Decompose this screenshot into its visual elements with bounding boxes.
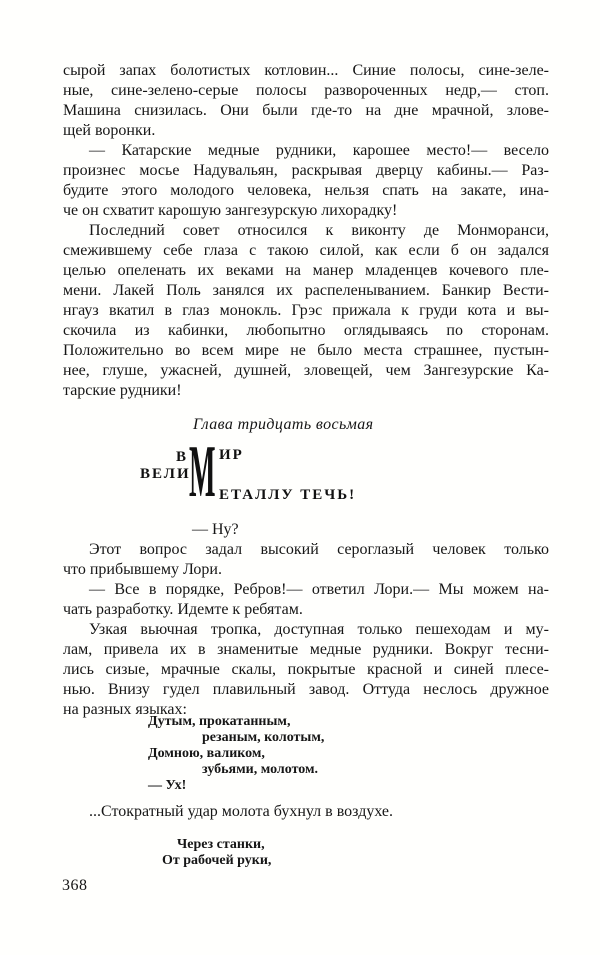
text-line: — Ну? [192, 521, 239, 538]
paragraph [63, 802, 549, 822]
text-line: нью. Внизу гудел плавильный завод. Оттуда неслось дружное [63, 681, 549, 698]
text-blocks-bottom [63, 520, 549, 869]
paragraph [63, 540, 549, 580]
text-line: че он схватит карошую зангезурскую лихорадку! [63, 202, 398, 219]
big-initial-letter-m: М [189, 431, 216, 513]
text-line: нее, глуше, ужасней, душней, зловещей, чем Зангезурские Ка- [63, 362, 549, 379]
title-word-etallu-tech: ЕТАЛЛУ ТЕЧЬ! [219, 487, 357, 503]
verse-line: резаным, колотым, [202, 730, 325, 745]
chapter-title-art [63, 431, 549, 513]
text-line: Этот вопрос задал высокий сероглазый человек только [89, 541, 549, 558]
title-word-veli: ВЕЛИ [140, 466, 191, 482]
text-line: ные, сине-зелено-серые полосы развороченных недр,— стоп. [63, 82, 549, 99]
text-line: смежившему себе глаза с такою силой, как если б он задался [63, 242, 549, 259]
text-line: — Катарские медные рудники, карошее место!— весело [89, 142, 549, 159]
title-word-v: В [176, 449, 189, 465]
text-line: тарские рудники! [63, 382, 182, 399]
paragraph [63, 141, 549, 221]
verse-line: Дутым, прокатанным, [148, 714, 291, 729]
text-line: нгауз вкатил в глаз монокль. Грэс прижала к груди кота и вы- [63, 302, 549, 319]
title-word-ir: ИР [219, 447, 244, 463]
text-line: щей воронки. [63, 122, 156, 139]
text-line: произнес мосье Надувальян, раскрывая дверцу кабины.— Раз- [63, 162, 549, 179]
text-line: будите этого молодого человека, нельзя спать на закате, ина- [63, 182, 549, 199]
text-line: — Все в порядке, Ребров!— ответил Лори.— Мы можем на- [89, 581, 549, 598]
paragraph [63, 520, 549, 540]
paragraph [63, 620, 549, 720]
paragraph [63, 580, 549, 620]
text-line: на разных языках: [63, 701, 187, 718]
text-blocks-top [63, 61, 549, 401]
text-line: лам, привела их в знаменитые медные рудники. Вокруг тесни- [63, 641, 549, 658]
text-line: Узкая вьючная тропка, доступная только пешеходам и му- [89, 621, 549, 638]
text-line: сырой запах болотистых котловин... Синие полосы, сине-зеле- [63, 62, 549, 79]
text-line: целью опеленать их веками на манер младенцев кочевого пле- [63, 262, 549, 279]
text-line: лись сизые, мрачные скалы, покрытые красной и синей плесе- [63, 661, 549, 678]
text-line: ...Стократный удар молота бухнул в воздухе. [89, 803, 394, 820]
paragraph [63, 61, 549, 141]
text-line: Последний совет относился к виконту де Монморанси, [89, 222, 549, 239]
verse-line: От рабочей руки, [162, 853, 272, 868]
text-line: мени. Лакей Поль занялся их распеленыванием. Банкир Вести- [63, 282, 549, 299]
text-line: что прибывшему Лори. [63, 561, 222, 578]
verse-line: Через станки, [177, 837, 265, 852]
text-line: скочила из кабинки, любопытно оглядываясь по сторонам. [63, 322, 549, 339]
page-number: 368 [62, 877, 88, 894]
verse-block [63, 714, 549, 794]
verse-line: — Ух! [148, 778, 187, 793]
verse-line: Домною, валиком, [148, 746, 265, 761]
text-line: чать разработку. Идемте к ребятам. [63, 601, 303, 618]
verse-block [63, 837, 549, 869]
paragraph [63, 221, 549, 401]
chapter-heading: Глава тридцать восьмая [193, 416, 374, 433]
text-line: Положительно во всем мире не было места страшнее, пустын- [63, 342, 549, 359]
verse-line: зубьями, молотом. [202, 762, 319, 777]
text-line: Машина снизилась. Они были где-то на дне мрачной, злове- [63, 102, 549, 119]
text-column [63, 0, 549, 896]
